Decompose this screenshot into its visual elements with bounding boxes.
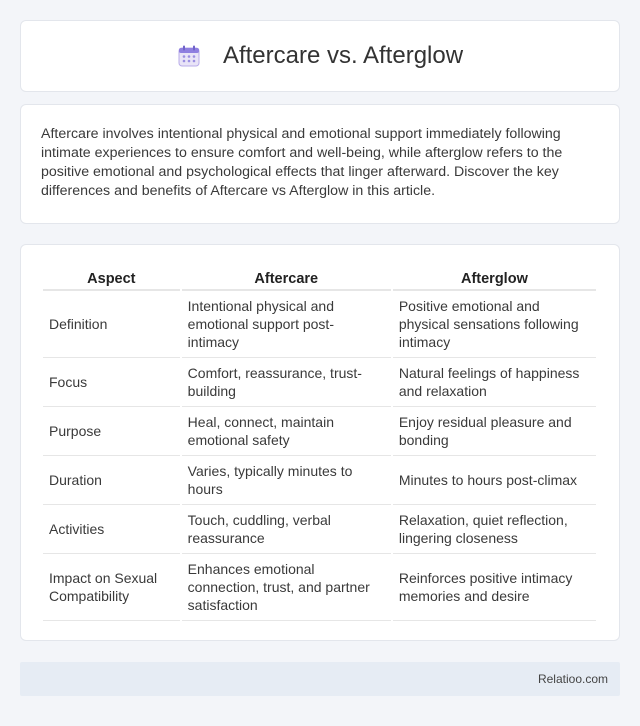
aftercare-cell: Comfort, reassurance, trust-building <box>182 358 391 407</box>
title-wrap <box>177 42 463 70</box>
afterglow-cell: Minutes to hours post-climax <box>393 456 596 505</box>
aftercare-cell: Enhances emotional connection, trust, and partner satisfaction <box>182 554 391 621</box>
intro-paragraph: Aftercare involves intentional physical and emotional support immediately following intimate experiences to ensure comfort and well-being, while afterglow refers to the positive emotional and psychological effects that linger afterward. Discover the key differences and benefits of Aftercare vs Afterglow in this article. <box>41 126 563 199</box>
table-header-row <box>43 265 596 291</box>
aspect-cell: Purpose <box>43 407 180 456</box>
afterglow-cell: Enjoy residual pleasure and bonding <box>393 407 596 456</box>
title-card <box>20 20 620 92</box>
afterglow-cell: Reinforces positive intimacy memories and desire <box>393 554 596 621</box>
aspect-cell: Duration <box>43 456 180 505</box>
aspect-cell: Definition <box>43 291 180 358</box>
aspect-cell: Impact on Sexual Compatibility <box>43 554 180 621</box>
table-row <box>43 358 596 407</box>
intro-card <box>20 104 620 224</box>
comparison-table <box>41 265 598 621</box>
aftercare-cell: Intentional physical and emotional support post-intimacy <box>182 291 391 358</box>
column-header-aspect: Aspect <box>43 265 180 291</box>
afterglow-cell: Positive emotional and physical sensations following intimacy <box>393 291 596 358</box>
table-row <box>43 291 596 358</box>
afterglow-cell: Relaxation, quiet reflection, lingering closeness <box>393 505 596 554</box>
afterglow-cell: Natural feelings of happiness and relaxation <box>393 358 596 407</box>
footer-brand: Relatioo.com <box>537 672 608 686</box>
aspect-cell: Activities <box>43 505 180 554</box>
aftercare-cell: Varies, typically minutes to hours <box>182 456 391 505</box>
footer <box>20 662 620 696</box>
table-row <box>43 456 596 505</box>
column-header-aftercare: Aftercare <box>182 265 391 291</box>
calendar-icon <box>177 44 201 68</box>
aftercare-cell: Touch, cuddling, verbal reassurance <box>182 505 391 554</box>
table-row <box>43 505 596 554</box>
aspect-cell: Focus <box>43 358 180 407</box>
table-row <box>43 554 596 621</box>
column-header-afterglow: Afterglow <box>393 265 596 291</box>
comparison-card <box>20 244 620 641</box>
page-title: Aftercare vs. Afterglow <box>222 42 464 69</box>
aftercare-cell: Heal, connect, maintain emotional safety <box>182 407 391 456</box>
table-row <box>43 407 596 456</box>
